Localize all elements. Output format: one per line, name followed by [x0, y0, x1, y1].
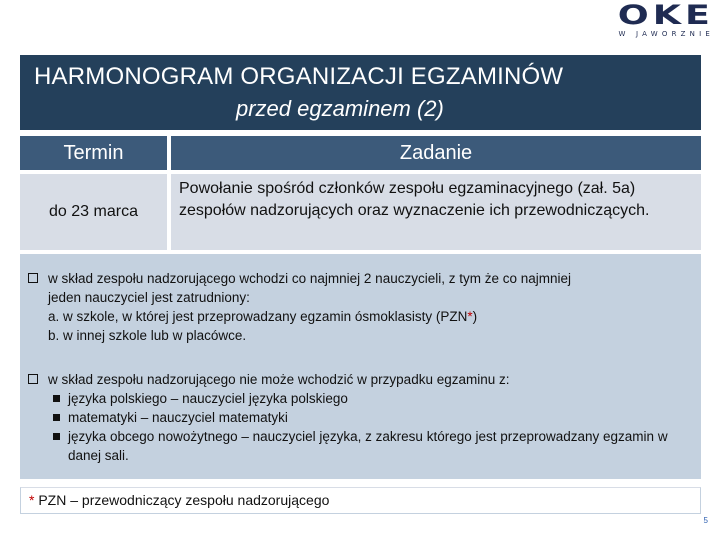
info-bullet-1: [28, 269, 688, 345]
column-header-zadanie: Zadanie: [171, 136, 701, 170]
square-bullet-icon: [53, 433, 60, 440]
list-item: matematyki – nauczyciel matematyki: [48, 408, 688, 427]
slide-title: HARMONOGRAM ORGANIZACJI EGZAMINÓW: [34, 63, 564, 90]
bullet-1-line-2: jeden nauczyciel jest zatrudniony:: [48, 290, 250, 305]
square-bullet-icon: [53, 395, 60, 402]
star-marker: *: [467, 309, 473, 324]
column-header-termin: Termin: [20, 136, 167, 170]
logo-subtitle: W JAWORZNIE: [618, 30, 714, 38]
table-cell-zadanie: Powołanie spośród członków zespołu egzaminacyjnego (zał. 5a) zespołów nadzorujących oraz wyznaczenie ich przewodniczących.: [171, 174, 701, 250]
sub-item-b: b. w innej szkole lub w placówce.: [48, 328, 247, 343]
info-bullet-2: [28, 370, 688, 465]
page-number: 5: [703, 516, 708, 525]
checkbox-bullet-icon: [28, 273, 38, 283]
footnote-star: *: [29, 492, 35, 508]
slide-title-box: [20, 55, 701, 130]
sub-item-a: a. w szkole, w której jest przeprowadzany egzamin ósmoklasisty (PZN*): [48, 309, 478, 324]
oke-logo: [580, 0, 714, 38]
info-panel: [20, 254, 701, 479]
slide-subtitle: przed egzaminem (2): [236, 96, 444, 121]
footnote: [20, 487, 701, 514]
footnote-text: PZN – przewodniczący zespołu nadzorującego: [34, 492, 330, 508]
subject-list: [48, 389, 688, 465]
list-item: języka obcego nowożytnego – nauczyciel języka, z zakresu którego jest przeprowadzany egzamin w danej sali.: [48, 427, 688, 465]
bullet-1-line-1: w skład zespołu nadzorującego wchodzi co najmniej 2 nauczycieli, z tym że co najmniej: [48, 271, 572, 286]
list-item: języka polskiego – nauczyciel języka polskiego: [48, 389, 688, 408]
square-bullet-icon: [53, 414, 60, 421]
bullet-2-intro: w skład zespołu nadzorującego nie może wchodzić w przypadku egzaminu z:: [48, 372, 510, 387]
checkbox-bullet-icon: [28, 374, 38, 384]
table-cell-termin: do 23 marca: [20, 174, 167, 250]
oke-logo-icon: OKE: [617, 0, 714, 31]
